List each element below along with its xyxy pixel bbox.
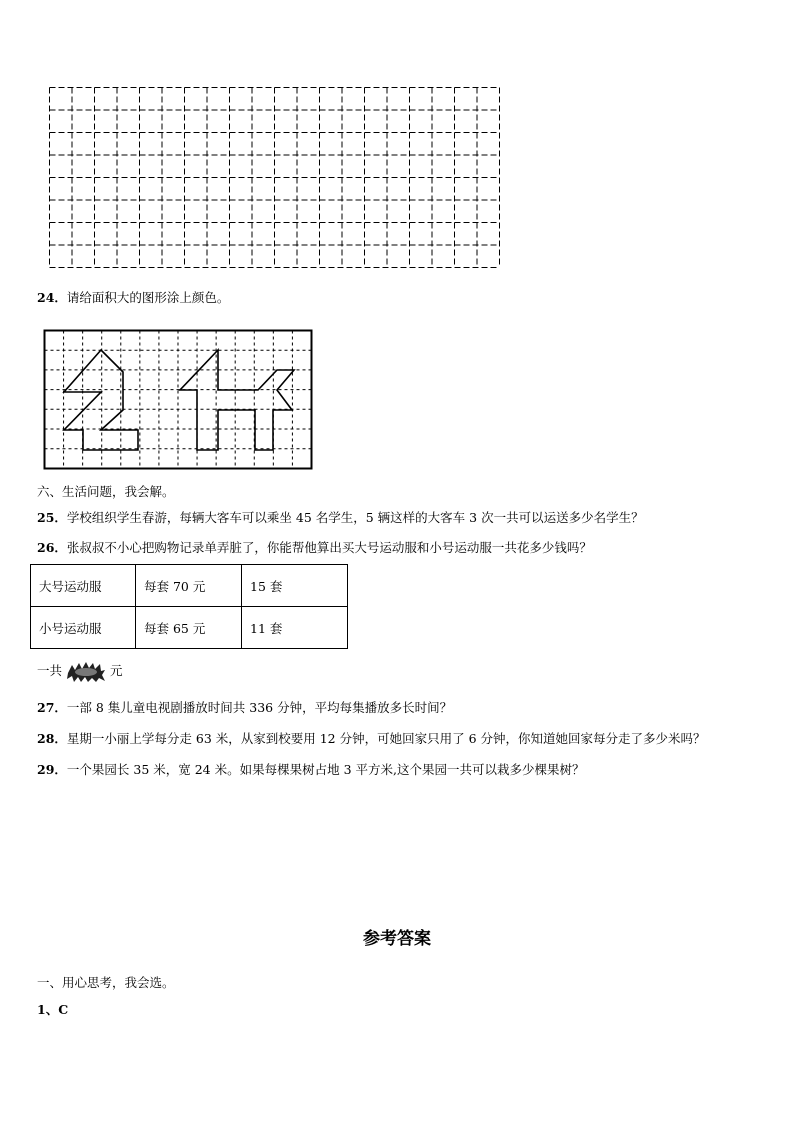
- shapes-grid-figure: [0, 0, 794, 480]
- question-number: 24．: [37, 290, 67, 305]
- question-number: 26．: [37, 540, 67, 555]
- question-25: [37, 510, 644, 526]
- question-text: 学校组织学生春游，每辆大客车可以乘坐 45 名学生，5 辆这样的大客车 3 次一共可以运送多少名学生？: [66, 510, 644, 525]
- question-number: 29．: [37, 762, 67, 777]
- table-cell-price: 每套 70 元: [136, 565, 242, 607]
- left-shape: [64, 350, 138, 450]
- answers-heading: 参考答案: [363, 929, 431, 949]
- table-cell-qty: 15 套: [242, 565, 348, 607]
- section-6-heading: [37, 484, 175, 500]
- table-row: [31, 565, 348, 607]
- table-cell-item: 大号运动服: [31, 565, 136, 607]
- total-line: [37, 660, 123, 683]
- section-text: 六、生活问题，我会解。: [37, 484, 175, 499]
- question-number: 28．: [37, 731, 67, 746]
- question-29: [37, 762, 585, 778]
- table-row: [31, 607, 348, 649]
- table-cell-price: 每套 65 元: [136, 607, 242, 649]
- answers-section-1: 一、用心思考，我会选。: [37, 975, 175, 990]
- question-text: 请给面积大的图形涂上颜色。: [66, 290, 230, 305]
- table-cell-qty: 11 套: [242, 607, 348, 649]
- ink-smudge-icon: [66, 661, 106, 683]
- question-text: 一个果园长 35 米，宽 24 米。如果每棵果树占地 3 平方米,这个果园一共可以栽多少棵果树？: [66, 762, 585, 777]
- right-shape: [180, 350, 294, 450]
- total-suffix: 元: [110, 663, 123, 678]
- table-cell-item: 小号运动服: [31, 607, 136, 649]
- question-text: 一部 8 集儿童电视剧播放时间共 336 分钟，平均每集播放多长时间？: [66, 700, 453, 715]
- question-number: 25．: [37, 510, 67, 525]
- shopping-record-table: [30, 564, 348, 649]
- question-text: 星期一小丽上学每分走 63 米，从家到校要用 12 分钟，可她回家只用了 6 分钟，你知道她回家每分走了多少米吗？: [66, 731, 706, 746]
- question-28: [37, 731, 706, 747]
- total-prefix: 一共: [37, 663, 63, 678]
- question-26: [37, 540, 592, 556]
- answer-1: 1、C: [37, 1002, 69, 1017]
- question-27: [37, 700, 452, 716]
- question-text: 张叔叔不小心把购物记录单弄脏了，你能帮他算出买大号运动服和小号运动服一共花多少钱吗？: [66, 540, 592, 555]
- question-number: 27．: [37, 700, 67, 715]
- figure-grid-lines: [45, 331, 312, 469]
